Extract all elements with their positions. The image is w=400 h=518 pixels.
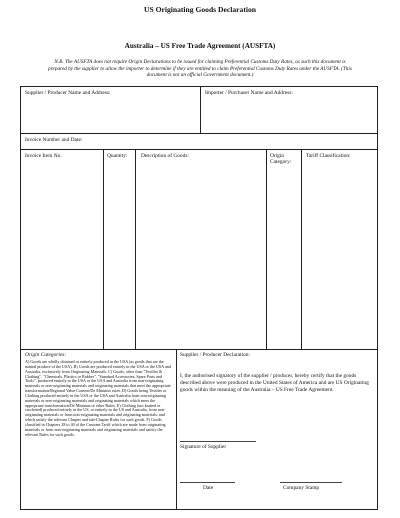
rule-col-1 — [103, 149, 104, 349]
rule-parties-bottom — [21, 133, 377, 134]
document-title: US Originating Goods Declaration — [143, 5, 256, 14]
origin-categories-heading: Origin Categories: — [25, 352, 67, 358]
origin-categories-text: A) Goods are wholly obtained or entirely produced in the USA (as goods that are the natural produce of the USA). B) Goods are produced entirely in the USA or the USA and Australia, exclusively from Originating Materials. C) Goods, other than "Textiles & Clothing", "Chemicals, Plastics or Rubber", "Standard Accessories, Spare Parts and Tools", produced entirely in the USA or the USA and Australia from non-originating materials or non-originating materials and originating materials that meet the appropriate transformation/Regional Value Content/De Minimus rules. D) Goods being Textiles or Clothing produced entirely in the USA or the USA and Australia from non-originating materials or non-originating materials and originating materials which meet the appropriate transformation/De Minimus or other Rules. E) Clothing (not knitted or crocheted) produced entirely in the US, or entirely in the US and Australia, from non-originating materials or from non-originating materials and originating materials, and which satisfy the relevant Chapter and sub-Chapter Rules for such goods. F) Goods classified in Chapters 28 to 40 of the Customs Tariff which are made from originating materials or from non-originating materials and originating materials and satisfy the relevant Rules for such goods. — [25, 359, 171, 437]
importer-address-label: Importer / Purchaser Name and Address: — [205, 90, 293, 96]
rule-col-3 — [266, 149, 267, 349]
declaration-heading: Supplier / Producer Declaration: — [180, 352, 250, 358]
column-header-quantity: Quantity: — [107, 153, 128, 159]
rule-goods-bottom — [21, 349, 377, 350]
column-header-tariff-classification: Tariff Classification: — [306, 153, 351, 159]
company-stamp-line — [280, 482, 342, 483]
invoice-number-label: Invoice Number and Date: — [25, 137, 83, 143]
declaration-text: I, the authorised signatory of the supplier / producer, hereby certify that the goods described above were produced in the United States of America and are US Originating goods within the meaning of the Australia – US Free Trade Agreement. — [180, 373, 369, 393]
rule-col-2 — [135, 149, 136, 349]
document-subtitle: Australia – US Free Trade Agreement (AUSFTA) — [124, 42, 276, 50]
rule-col-4 — [301, 149, 302, 349]
rule-parties-divider — [200, 87, 201, 133]
company-stamp-label: Company Stamp — [283, 485, 320, 491]
column-header-invoice-item: Invoice Item No. — [25, 153, 62, 159]
date-label: Date — [203, 485, 214, 491]
column-header-origin-category: Origin Category: — [270, 153, 292, 166]
rule-bottom-divider — [176, 349, 177, 510]
declaration-form — [20, 86, 378, 510]
disclaimer-note: N.B. The AUSFTA does not require Origin Declarations to be issued for claiming Preferential Customs Duty Rates, as such this document is prepared by the supplier to allow the importer to determine if they are entitled to claim Preferential Customs Duty Rates under the AUSFTA. (This document is not an official Government document.) — [48, 59, 352, 79]
signature-label: Signature of Supplier — [180, 444, 227, 450]
column-header-description: Description of Goods: — [141, 153, 189, 159]
date-line — [180, 482, 235, 483]
rule-invoice-bottom — [21, 149, 377, 150]
supplier-address-label: Supplier / Producer Name and Address: — [25, 90, 111, 96]
signature-line — [180, 441, 256, 442]
